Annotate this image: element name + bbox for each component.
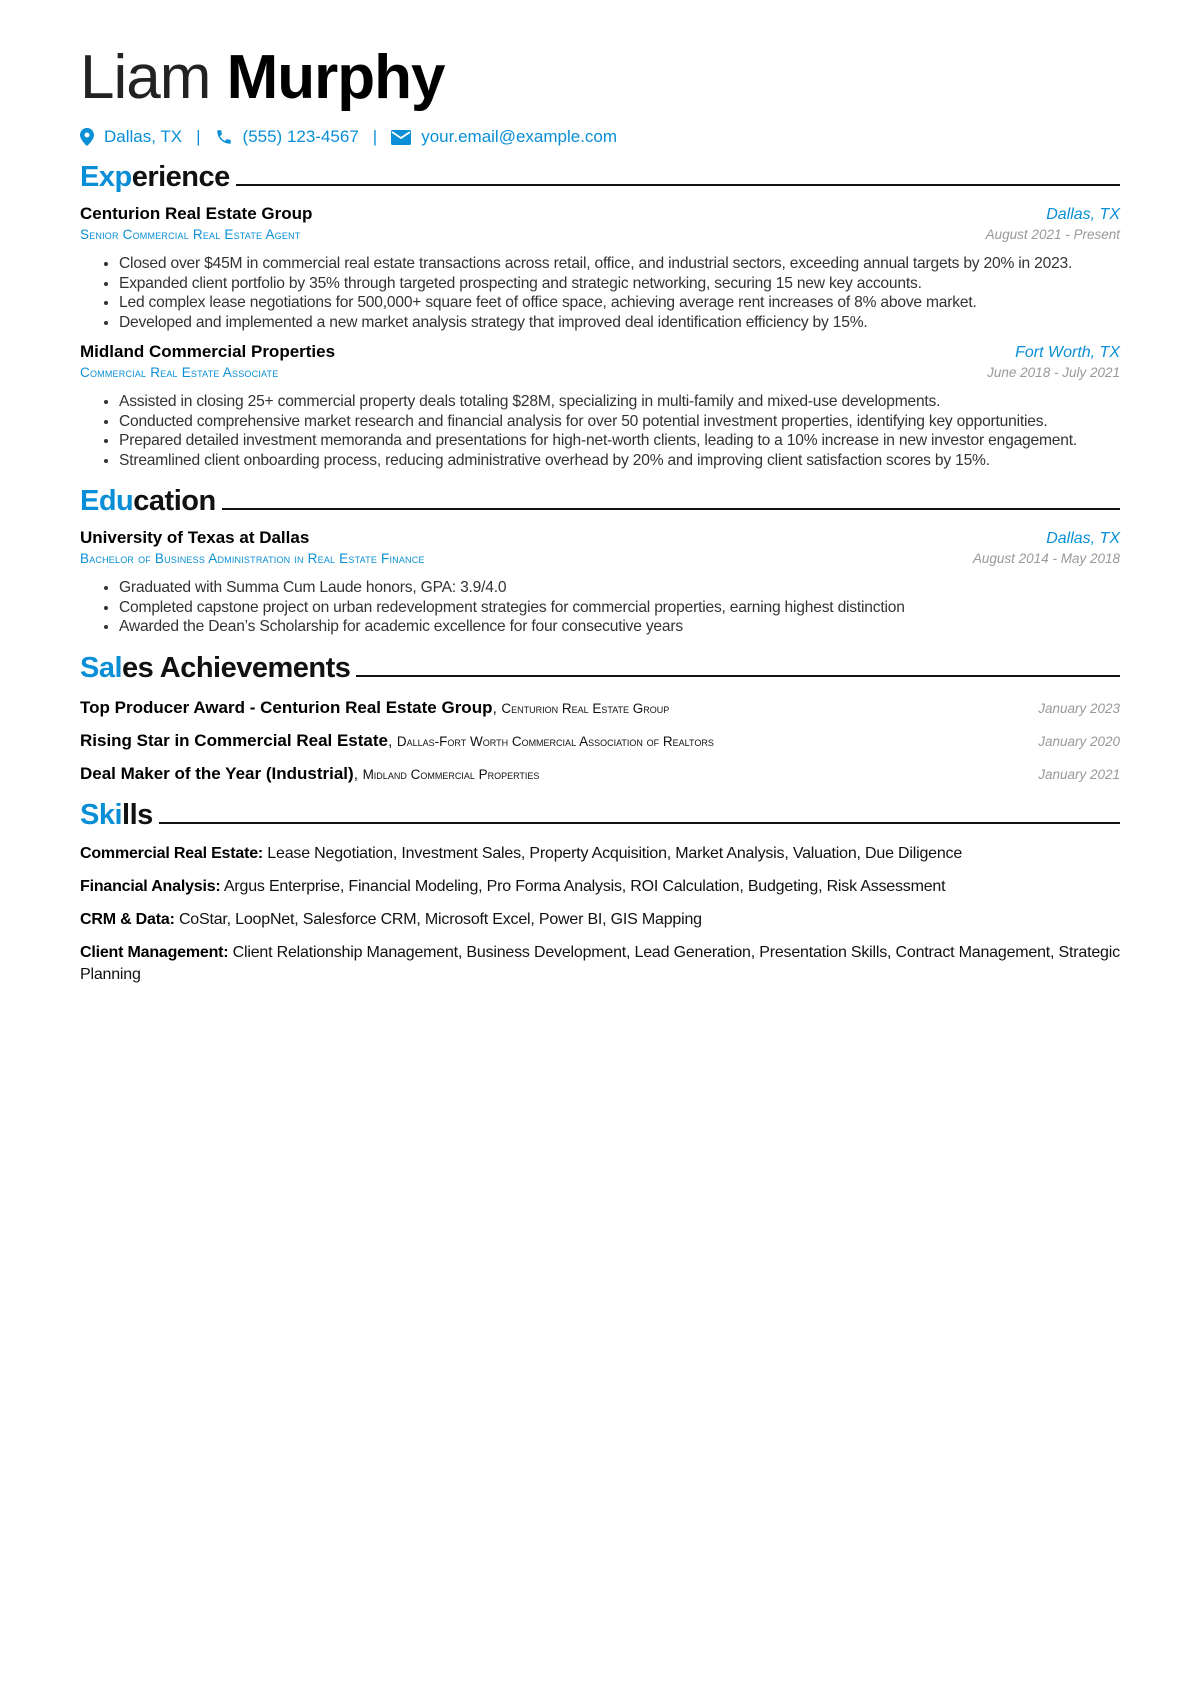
separator: |: [372, 127, 378, 146]
achievement-item: [80, 731, 1120, 751]
title-rest: cation: [133, 485, 216, 517]
skill-category: Financial Analysis:: [80, 877, 221, 895]
experience-heading: [80, 156, 1120, 194]
title-accent: Edu: [80, 485, 134, 517]
bullet-item: • Graduated with Summa Cum Laude honors, GPA: 3.9/4.0: [119, 578, 1120, 598]
separator: |: [196, 127, 201, 146]
skill-category: Commercial Real Estate:: [80, 844, 264, 862]
resume: [80, 40, 1120, 986]
divider: [159, 822, 1120, 824]
contact-info: [80, 124, 1120, 150]
achievement-org: Dallas-Fort Worth Commercial Association of Realtors: [396, 733, 714, 749]
skill-values: Lease Negotiation, Investment Sales, Property Acquisition, Market Analysis, Valuation, Due Diligence: [267, 844, 963, 862]
experience-list: [80, 204, 1120, 470]
bullet-item: • Conducted comprehensive market research and financial analysis for over 50 potential investment properties, identifying key opportunities.: [119, 412, 1120, 432]
divider: [236, 184, 1120, 186]
achievement-date: January 2021: [1038, 766, 1120, 782]
skills-list: [80, 843, 1120, 986]
bullet-list: [80, 578, 1120, 637]
role-title: Senior Commercial Real Estate Agent: [80, 227, 301, 242]
bullet-item: • Awarded the Dean’s Scholarship for academic excellence for four consecutive years: [119, 617, 1120, 637]
skill-row: [80, 942, 1120, 986]
education-heading: [80, 480, 1120, 518]
divider: [356, 675, 1120, 677]
entry-header-row: [80, 528, 1120, 548]
skill-row: [80, 843, 1120, 865]
skill-values: CoStar, LoopNet, Salesforce CRM, Microsoft Excel, Power BI, GIS Mapping: [178, 910, 702, 928]
phone-icon: [215, 128, 233, 146]
entry-header-row: [80, 204, 1120, 224]
skill-category: Client Management:: [80, 943, 229, 961]
achievement-org: Midland Commercial Properties: [362, 766, 540, 782]
date-range: June 2018 - July 2021: [987, 365, 1120, 380]
achievements-list: [80, 698, 1120, 784]
section-title: [80, 485, 216, 518]
entry: [80, 342, 1120, 470]
bullet-item: • Completed capstone project on urban redevelopment strategies for commercial properties, earning highest distinction: [119, 598, 1120, 618]
achievement-item: [80, 698, 1120, 718]
role-title: Commercial Real Estate Associate: [80, 365, 279, 380]
organization: University of Texas at Dallas: [80, 528, 310, 547]
divider: [222, 508, 1120, 510]
date-range: August 2014 - May 2018: [972, 551, 1120, 566]
section-title: [80, 799, 153, 832]
title-rest: erience: [131, 161, 230, 193]
map-pin-icon: [80, 128, 94, 146]
title-accent: Ski: [80, 798, 123, 831]
skills-heading: [80, 794, 1120, 832]
skill-category: CRM & Data:: [80, 910, 175, 928]
achievement-text: Top Producer Award - Centurion Real Estate Group, Centurion Real Estate Group: [80, 697, 670, 717]
bullet-list: [80, 392, 1120, 470]
bullet-item: • Developed and implemented a new market analysis strategy that improved deal identification efficiency by 15%.: [119, 313, 1120, 333]
bullet-item: • Expanded client portfolio by 35% through targeted prospecting and strategic networking, securing 15 new key accounts.: [119, 274, 1120, 294]
envelope-icon: [391, 130, 411, 145]
achievement-date: January 2020: [1038, 733, 1120, 749]
organization: Centurion Real Estate Group: [80, 204, 313, 223]
achievement-date: January 2023: [1038, 700, 1120, 716]
last-name: Murphy: [226, 43, 445, 112]
location: Dallas, TX: [104, 127, 183, 146]
section-title: [80, 652, 350, 685]
candidate-name: [80, 40, 1120, 116]
entry: [80, 204, 1120, 332]
entry-header-row: [80, 342, 1120, 362]
entry-subheader-row: [80, 224, 1120, 242]
bullet-item: • Closed over $45M in commercial real estate transactions across retail, office, and industrial sectors, exceeding annual targets by 20% in 2023.: [119, 254, 1120, 274]
first-name: Liam: [80, 43, 211, 112]
entry-subheader-row: [80, 362, 1120, 380]
phone-link[interactable]: (555) 123-4567: [242, 127, 359, 146]
location: Dallas, TX: [1046, 206, 1120, 223]
role-title: Bachelor of Business Administration in Real Estate Finance: [80, 551, 425, 566]
location: Fort Worth, TX: [1015, 344, 1120, 361]
education-list: [80, 528, 1120, 637]
achievement-title: Top Producer Award - Centurion Real Estate Group: [80, 697, 493, 717]
skill-values: Argus Enterprise, Financial Modeling, Pro Forma Analysis, ROI Calculation, Budgeting, Risk Assessment: [223, 877, 946, 895]
achievements-heading: [80, 647, 1120, 685]
skill-row: [80, 909, 1120, 931]
achievement-item: [80, 764, 1120, 784]
bullet-item: • Streamlined client onboarding process, reducing administrative overhead by 20% and improving client satisfaction scores by 15%.: [119, 451, 1120, 471]
location: Dallas, TX: [1046, 530, 1120, 547]
title-rest: lls: [122, 798, 153, 831]
achievement-title: Rising Star in Commercial Real Estate: [80, 730, 388, 750]
date-range: August 2021 - Present: [985, 227, 1120, 242]
title-rest: es Achievements: [122, 651, 351, 684]
skill-row: [80, 876, 1120, 898]
achievement-title: Deal Maker of the Year (Industrial): [80, 763, 354, 783]
entry-subheader-row: [80, 548, 1120, 566]
title-accent: Exp: [80, 161, 132, 193]
organization: Midland Commercial Properties: [80, 342, 336, 361]
achievement-text: Deal Maker of the Year (Industrial), Midland Commercial Properties: [80, 763, 540, 783]
title-accent: Sal: [80, 651, 123, 684]
bullet-item: • Led complex lease negotiations for 500,000+ square feet of office space, achieving average rent increases of 8% above market.: [119, 293, 1120, 313]
section-title: [80, 161, 230, 194]
bullet-item: • Assisted in closing 25+ commercial property deals totaling $28M, specializing in multi-family and mixed-use developments.: [119, 392, 1120, 412]
achievement-org: Centurion Real Estate Group: [501, 700, 670, 716]
bullet-item: • Prepared detailed investment memoranda and presentations for high-net-worth clients, leading to a 10% increase in new investor engagement.: [119, 431, 1120, 451]
achievement-text: Rising Star in Commercial Real Estate, Dallas-Fort Worth Commercial Association of Realtors: [80, 730, 714, 750]
entry: [80, 528, 1120, 637]
email-link[interactable]: your.email@example.com: [421, 127, 618, 146]
bullet-list: [80, 254, 1120, 332]
skill-values: Client Relationship Management, Business Development, Lead Generation, Presentation Skills, Contract Management, Strategic Planning: [80, 943, 1120, 983]
